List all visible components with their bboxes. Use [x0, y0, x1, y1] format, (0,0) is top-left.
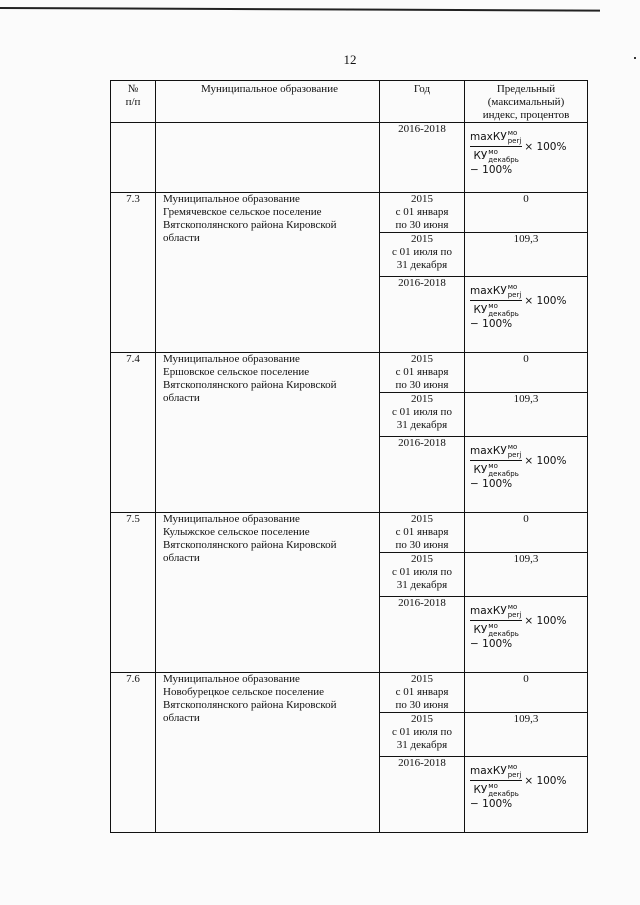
cell-index-value: 0: [465, 193, 588, 233]
formula-denominator: [470, 461, 522, 478]
formula-minus: − 100%: [470, 318, 513, 330]
formula-mo: мо: [488, 302, 498, 310]
formula-max: maxКУ: [470, 445, 507, 457]
formula-num-indices: [508, 129, 522, 145]
formula-times: × 100%: [524, 454, 567, 467]
formula-den-indices: [488, 782, 519, 798]
formula-denominator: [470, 621, 522, 638]
cell-municipality-empty: [156, 123, 380, 193]
formula-times: × 100%: [524, 774, 567, 787]
cell-num: 7.6: [111, 673, 156, 833]
formula-numerator: [470, 763, 522, 781]
formula-perj: perj: [507, 771, 522, 779]
formula-dec: декабрь: [488, 310, 519, 318]
cell-index-value: 109,3: [465, 233, 588, 277]
formula-perj: perj: [507, 291, 522, 299]
cell-year: 2015 с 01 января по 30 июня: [380, 513, 465, 553]
scan-edge-line: [0, 7, 600, 12]
cell-municipality: Муниципальное образование Гремячевское сельское поселение Вятскополянского района Кировской области: [156, 193, 380, 353]
formula-mo: мо: [507, 443, 518, 451]
formula-ku: КУ: [473, 304, 488, 316]
tariff-index-table: [110, 80, 588, 833]
header-num-text: № п/п: [125, 83, 141, 108]
cell-index-value: 109,3: [465, 553, 588, 597]
index-formula-cell: [465, 757, 588, 833]
cell-year: 2016-2018: [380, 757, 465, 833]
cell-municipality: Муниципальное образование Новобурецкое сельское поселение Вятскополянского района Кировской области: [156, 673, 380, 833]
cell-year: 2015 с 01 июля по 31 декабря: [380, 233, 465, 277]
index-formula-cell: [465, 597, 588, 673]
formula-mo: мо: [488, 782, 498, 790]
cell-year: 2015 с 01 января по 30 июня: [380, 193, 465, 233]
index-formula-cell: [465, 437, 588, 513]
max-index-formula: [470, 603, 566, 650]
formula-numerator: [470, 443, 522, 461]
formula-minus: − 100%: [470, 478, 513, 490]
formula-den-indices: [488, 148, 519, 164]
table-row: [111, 353, 588, 393]
header-year: [380, 81, 465, 123]
max-index-formula: [470, 283, 566, 330]
formula-fraction: [470, 129, 522, 164]
formula-denominator: [470, 147, 522, 164]
cell-index-value: 109,3: [465, 713, 588, 757]
formula-denominator: [470, 301, 522, 318]
table-row: [111, 193, 588, 233]
formula-dec: декабрь: [488, 790, 519, 798]
index-formula-cell: [465, 277, 588, 353]
formula-mo: мо: [507, 603, 518, 611]
max-index-formula: [470, 443, 566, 490]
cell-index-value: 109,3: [465, 393, 588, 437]
formula-den-indices: [488, 462, 519, 478]
formula-minus: − 100%: [470, 798, 513, 810]
cell-year: 2015 с 01 января по 30 июня: [380, 353, 465, 393]
header-num: [111, 81, 156, 123]
header-municipality: [156, 81, 380, 123]
cell-num: 7.5: [111, 513, 156, 673]
formula-times: × 100%: [524, 614, 567, 627]
formula-numerator: [470, 283, 522, 301]
formula-mo: мо: [507, 129, 518, 137]
cell-num-empty: [111, 123, 156, 193]
formula-mo: мо: [507, 283, 518, 291]
formula-numerator: [470, 129, 522, 147]
header-municipality-text: Муниципальное образование: [201, 83, 338, 95]
formula-mo: мо: [488, 622, 498, 630]
formula-dec: декабрь: [488, 470, 519, 478]
formula-numerator: [470, 603, 522, 621]
index-formula-cell: [465, 123, 588, 193]
formula-perj: perj: [507, 611, 522, 619]
formula-mo: мо: [488, 462, 498, 470]
cell-year: 2016-2018: [380, 597, 465, 673]
table-row: [111, 513, 588, 553]
cell-year: 2016-2018: [380, 277, 465, 353]
formula-fraction: [470, 763, 522, 798]
formula-fraction: [470, 283, 522, 318]
formula-denominator: [470, 781, 522, 798]
cell-num: 7.3: [111, 193, 156, 353]
formula-max: maxКУ: [470, 605, 507, 617]
formula-ku: КУ: [473, 624, 488, 636]
formula-perj: perj: [507, 137, 522, 145]
formula-dec: декабрь: [488, 630, 519, 638]
table-header-row: [111, 81, 588, 123]
table-row: [111, 673, 588, 713]
cell-year: 2015 с 01 июля по 31 декабря: [380, 393, 465, 437]
cell-index-value: 0: [465, 673, 588, 713]
formula-max: maxКУ: [470, 131, 507, 143]
header-index: [465, 81, 588, 123]
cell-index-value: 0: [465, 353, 588, 393]
formula-max: maxКУ: [470, 765, 507, 777]
formula-mo: мо: [488, 148, 498, 156]
cell-num: 7.4: [111, 353, 156, 513]
cell-municipality: Муниципальное образование Кулыжское сельское поселение Вятскополянского района Кировской области: [156, 513, 380, 673]
formula-fraction: [470, 443, 522, 478]
formula-ku: КУ: [473, 784, 488, 796]
table-row-continuation: [111, 123, 588, 193]
formula-num-indices: [508, 603, 522, 619]
formula-mo: мо: [507, 763, 518, 771]
formula-max: maxКУ: [470, 285, 507, 297]
cell-year: 2015 с 01 июля по 31 декабря: [380, 553, 465, 597]
formula-perj: perj: [507, 451, 522, 459]
formula-times: × 100%: [524, 294, 567, 307]
cell-year: 2015 с 01 июля по 31 декабря: [380, 713, 465, 757]
formula-den-indices: [488, 302, 519, 318]
formula-ku: КУ: [473, 464, 488, 476]
formula-minus: − 100%: [470, 638, 513, 650]
formula-num-indices: [508, 763, 522, 779]
cell-municipality: Муниципальное образование Ершовское сельское поселение Вятскополянского района Кировской области: [156, 353, 380, 513]
cell-year: 2016-2018: [380, 123, 465, 193]
formula-ku: КУ: [473, 150, 488, 162]
cell-index-value: 0: [465, 513, 588, 553]
max-index-formula: [470, 763, 566, 810]
header-year-text: Год: [413, 83, 431, 95]
formula-num-indices: [508, 283, 522, 299]
formula-fraction: [470, 603, 522, 638]
formula-minus: − 100%: [470, 164, 513, 176]
cell-year: 2016-2018: [380, 437, 465, 513]
page-number: 12: [343, 52, 357, 67]
formula-num-indices: [508, 443, 522, 459]
formula-den-indices: [488, 622, 519, 638]
formula-dec: декабрь: [488, 156, 519, 164]
cell-year: 2015 с 01 января по 30 июня: [380, 673, 465, 713]
max-index-formula: [470, 129, 566, 176]
header-index-text: Предельный (максимальный) индекс, процентов: [482, 83, 570, 121]
formula-times: × 100%: [524, 140, 567, 153]
